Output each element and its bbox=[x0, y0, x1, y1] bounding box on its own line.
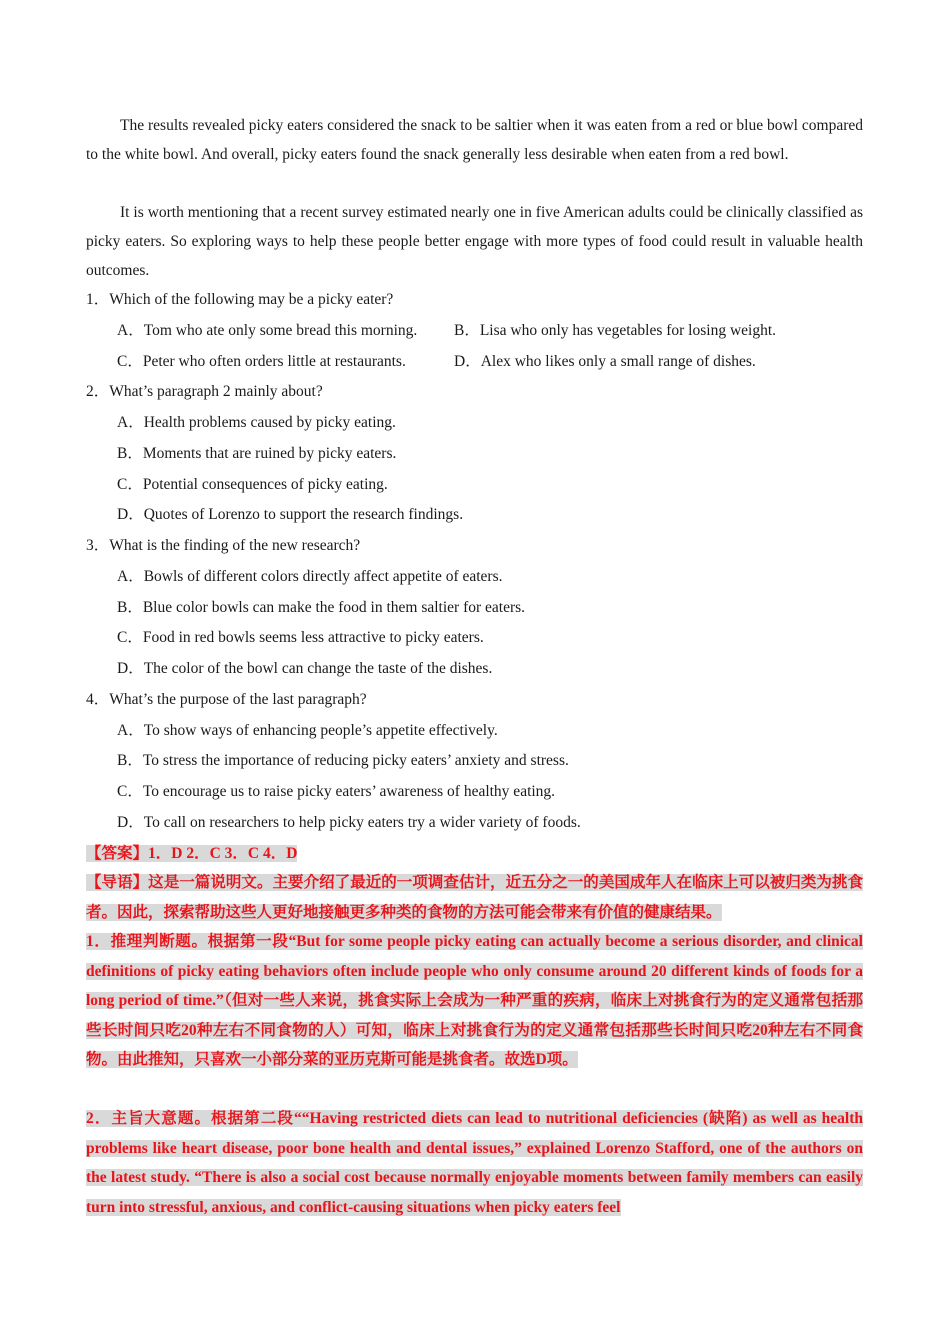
question-4-option-c: C．To encourage us to raise picky eaters’ awareness of healthy eating. bbox=[117, 783, 556, 800]
answer-explanation-2 bbox=[86, 1104, 863, 1222]
question-1-stem: 1．Which of the following may be a picky eater? bbox=[86, 291, 394, 308]
question-1-option-b: B．Lisa who only has vegetables for losing weight. bbox=[454, 322, 777, 339]
answer-explanation-1 bbox=[86, 927, 863, 1075]
question-4-stem: 4．What’s the purpose of the last paragraph? bbox=[86, 691, 367, 708]
answer-guide-text: 【导语】这是一篇说明文。主要介绍了最近的一项调查估计，近五分之一的美国成年人在临床上可以被归类为挑食者。因此，探索帮助这些人更好地接触更多种类的食物的方法可能会带来有价值的健康结果。 bbox=[86, 874, 863, 921]
question-3-option-b: B．Blue color bowls can make the food in them saltier for eaters. bbox=[117, 599, 526, 616]
question-1-option-a: A．Tom who ate only some bread this morning. bbox=[117, 322, 418, 339]
passage-paragraph-1: The results revealed picky eaters considered the snack to be saltier when it was eaten from a red or blue bowl compared to the white bowl. And overall, picky eaters found the snack generally less desirable when eaten from a red bowl. bbox=[86, 117, 863, 163]
question-3-option-d: D．The color of the bowl can change the taste of the dishes. bbox=[117, 660, 493, 677]
question-3-option-c: C．Food in red bowls seems less attractive to picky eaters. bbox=[117, 629, 484, 646]
question-2-option-c: C．Potential consequences of picky eating. bbox=[117, 476, 388, 493]
question-4-option-d: D．To call on researchers to help picky eaters try a wider variety of foods. bbox=[117, 814, 581, 831]
question-3-stem: 3．What is the finding of the new research? bbox=[86, 537, 361, 554]
question-2-option-d: D．Quotes of Lorenzo to support the research findings. bbox=[117, 506, 464, 523]
question-2-option-b: B．Moments that are ruined by picky eaters. bbox=[117, 445, 397, 462]
answer-explanation-1-text: 1．推理判断题。根据第一段“But for some people picky eating can actually become a serious disorder, and clinical definitions of picky eating behaviors often include people who only consume around 20 different kinds of foods for a long period of time.”（但对一些人来说，挑食实际上会成为一种严重的疾病，临床上对挑食行为的定义通常包括那些长时间只吃20种左右不同食物的人）可知，临床上对挑食行为的定义通常包括那些长时间只吃20种左右不同食物。由此推知，只喜欢一小部分菜的亚历克斯可能是挑食者。故选D项。 bbox=[86, 933, 863, 1068]
answer-key bbox=[86, 839, 863, 869]
question-1-option-c: C．Peter who often orders little at restaurants. bbox=[117, 353, 406, 370]
answer-guide bbox=[86, 868, 863, 927]
question-2-option-a: A．Health problems caused by picky eating. bbox=[117, 414, 396, 431]
question-4-option-b: B．To stress the importance of reducing picky eaters’ anxiety and stress. bbox=[117, 752, 569, 769]
question-2-stem: 2．What’s paragraph 2 mainly about? bbox=[86, 383, 323, 400]
question-1-option-d: D．Alex who likes only a small range of dishes. bbox=[454, 353, 756, 370]
answer-explanation-2-text: 2．主旨大意题。根据第二段““Having restricted diets can lead to nutritional deficiencies (缺陷) as well as health problems like heart disease, poor bone health and dental issues,” explained Lorenzo Stafford, one of the authors on the latest study. “There is also a social cost because normally enjoyable moments between family members can easily turn into stressful, anxious, and conflict-causing situations when picky eaters feel bbox=[86, 1110, 863, 1216]
question-4-option-a: A．To show ways of enhancing people’s appetite effectively. bbox=[117, 722, 498, 739]
question-3-option-a: A．Bowls of different colors directly affect appetite of eaters. bbox=[117, 568, 503, 585]
answer-key-text: 【答案】1．D 2．C 3．C 4．D bbox=[86, 845, 298, 862]
passage-paragraph-2: It is worth mentioning that a recent survey estimated nearly one in five American adults could be clinically classified as picky eaters. So exploring ways to help these people better engage with more types of food could result in valuable health outcomes. bbox=[86, 204, 863, 279]
